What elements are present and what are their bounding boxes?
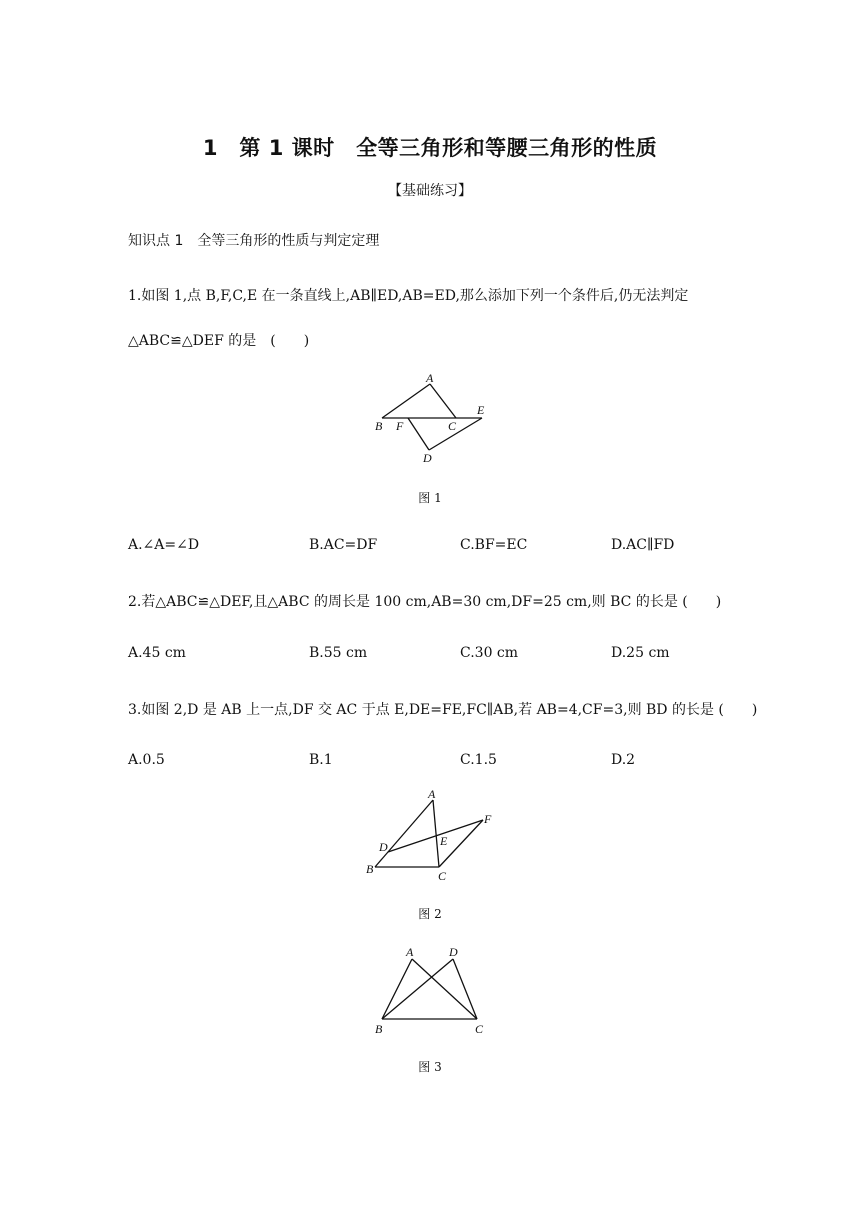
q2-option-c: C.30 cm xyxy=(460,645,519,661)
q3-option-c: C.1.5 xyxy=(460,752,497,768)
q3-option-a: A.0.5 xyxy=(128,752,165,768)
fig3-label-b: B xyxy=(375,1022,383,1036)
question-1-line-1: 1.如图 1,点 B,F,C,E 在一条直线上,AB∥ED,AB=ED,那么添加下列一个条件后,仍无法判定 xyxy=(128,288,689,304)
fig3-label-d: D xyxy=(449,945,458,959)
q1-option-a: A.∠A=∠D xyxy=(128,537,200,553)
fig2-label-f: F xyxy=(484,812,492,826)
fig3-label-c: C xyxy=(475,1022,484,1036)
figure-1 xyxy=(360,368,500,468)
fig2-label-c: C xyxy=(438,869,447,883)
fig1-label-e: E xyxy=(477,403,485,417)
fig3-line-ac xyxy=(412,959,477,1019)
q3-option-b: B.1 xyxy=(309,752,333,768)
fig1-label-d: D xyxy=(423,451,432,465)
fig1-label-a: A xyxy=(426,371,434,385)
fig1-line-ab xyxy=(382,384,430,418)
section-heading: 【基础练习】 xyxy=(388,183,472,199)
page-title: 1 第 1 课时 全等三角形和等腰三角形的性质 xyxy=(202,136,658,160)
figure-3 xyxy=(360,940,500,1040)
question-1-line-2: △ABC≌△DEF 的是 ( ) xyxy=(128,333,310,349)
fig1-label-c: C xyxy=(448,419,457,433)
q1-option-d: D.AC∥FD xyxy=(611,537,675,553)
fig3-line-ba xyxy=(382,959,412,1019)
fig3-line-dc xyxy=(453,959,477,1019)
fig2-label-d: D xyxy=(379,840,388,854)
q2-option-a: A.45 cm xyxy=(128,645,186,661)
fig2-label-b: B xyxy=(366,862,374,876)
fig1-line-ac xyxy=(430,384,456,418)
fig2-label-a: A xyxy=(428,787,436,801)
fig2-label-e: E xyxy=(440,834,448,848)
figure-2-caption: 图 2 xyxy=(418,907,442,921)
knowledge-point-heading: 知识点 1 全等三角形的性质与判定定理 xyxy=(128,233,380,249)
question-2-text: 2.若△ABC≌△DEF,且△ABC 的周长是 100 cm,AB=30 cm,DF=25 cm,则 BC 的长是 ( ) xyxy=(128,594,722,610)
fig3-label-a: A xyxy=(406,945,414,959)
q1-option-b: B.AC=DF xyxy=(309,537,378,553)
figure-2 xyxy=(355,785,505,885)
fig2-line-ac xyxy=(433,800,439,867)
fig1-line-fd xyxy=(408,418,429,450)
figure-1-caption: 图 1 xyxy=(418,491,442,505)
q2-option-d: D.25 cm xyxy=(611,645,670,661)
question-3-text: 3.如图 2,D 是 AB 上一点,DF 交 AC 于点 E,DE=FE,FC∥AB,若 AB=4,CF=3,则 BD 的长是 ( ) xyxy=(128,702,758,718)
q3-option-d: D.2 xyxy=(611,752,636,768)
fig1-label-f: F xyxy=(396,419,404,433)
figure-3-caption: 图 3 xyxy=(418,1060,442,1074)
fig3-line-bd xyxy=(382,959,453,1019)
q1-option-c: C.BF=EC xyxy=(460,537,528,553)
fig1-label-b: B xyxy=(375,419,383,433)
q2-option-b: B.55 cm xyxy=(309,645,368,661)
fig2-line-ab xyxy=(375,800,433,867)
